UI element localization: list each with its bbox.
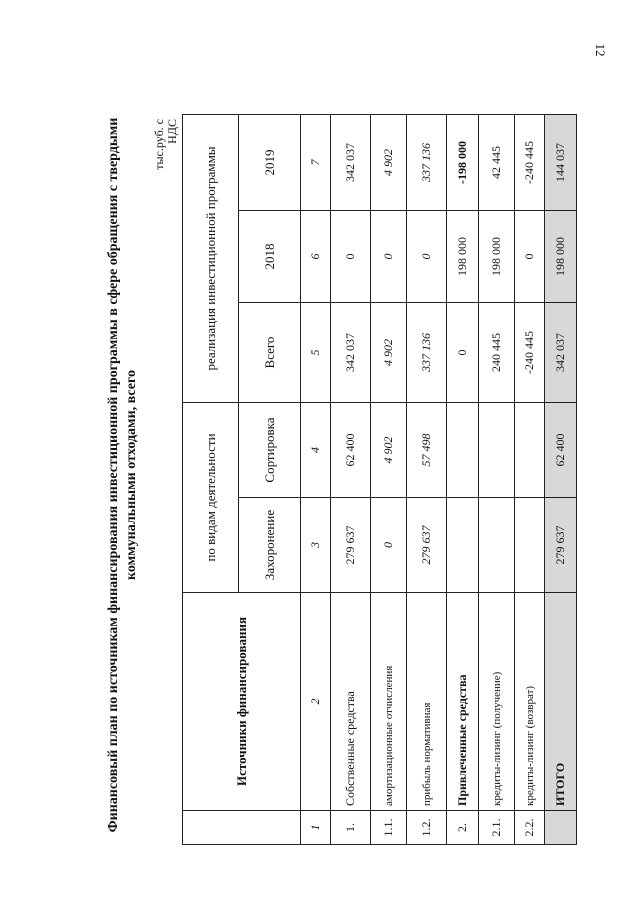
table-row [331,114,371,844]
row-index: 1.1. [371,811,407,845]
col-number: 2 [301,593,331,811]
col-number: 6 [301,211,331,303]
column-numbers-row [301,114,331,844]
row-index: 2. [447,811,479,845]
row-index: 1.2. [407,811,447,845]
financial-plan-table [182,114,577,845]
col-number: 5 [301,303,331,403]
cell-2018: 0 [407,211,447,303]
cell-burial [479,498,515,593]
total-burial: 279 637 [545,498,577,593]
cell-total: 342 037 [331,303,371,403]
col-number: 7 [301,114,331,210]
header-sorting: Сортировка [239,403,301,498]
col-number: 3 [301,498,331,593]
header-sources: Источники финансирования [183,593,301,811]
total-2018: 198 000 [545,211,577,303]
cell-2019: 342 037 [331,114,371,210]
table-row [515,114,545,844]
row-name: Собственные средства [331,593,371,811]
row-index: 2.2. [515,811,545,845]
table-row [447,114,479,844]
cell-sorting: 4 902 [371,403,407,498]
cell-2019: 4 902 [371,114,407,210]
cell-total: -240 445 [515,303,545,403]
cell-burial: 0 [371,498,407,593]
row-name: кредиты-лизинг (получение) [479,593,515,811]
row-name: прибыль нормативная [407,593,447,811]
row-name: кредиты-лизинг (возврат) [515,593,545,811]
table-row [407,114,447,844]
cell-2018: 198 000 [479,211,515,303]
table-row [371,114,407,844]
rotated-document [105,105,585,845]
cell-sorting [479,403,515,498]
cell-total: 0 [447,303,479,403]
cell-burial: 279 637 [331,498,371,593]
cell-2018: 0 [371,211,407,303]
cell-burial [515,498,545,593]
table-row [479,114,515,844]
cell-2018: 0 [331,211,371,303]
total-row [545,114,577,844]
row-name: амортизационные отчисления [371,593,407,811]
cell-sorting [515,403,545,498]
row-name: Привлеченные средства [447,593,479,811]
header-empty-index [183,811,301,845]
cell-2019: 337 136 [407,114,447,210]
header-total: Всего [239,303,301,403]
header-burial: Захоронение [239,498,301,593]
units-label: тыс.руб. с НДС [152,119,179,170]
row-index: 2.1. [479,811,515,845]
col-number: 4 [301,403,331,498]
cell-sorting: 57 498 [407,403,447,498]
total-2019: 144 037 [545,114,577,210]
header-2019: 2019 [239,114,301,210]
cell-2019: 42 445 [479,114,515,210]
cell-2018: 0 [515,211,545,303]
cell-sorting [447,403,479,498]
cell-burial [447,498,479,593]
page-number: 12 [593,43,608,57]
total-total: 342 037 [545,303,577,403]
total-label: ИТОГО [545,593,577,811]
document-title: Финансовый план по источникам финансирования инвестиционной программы в сфере обращения с твердыми коммунальными отходами, всего [106,117,139,833]
header-investment: реализация инвестиционной программы [183,114,239,402]
total-sorting: 62 400 [545,403,577,498]
cell-sorting: 62 400 [331,403,371,498]
cell-2019: -198 000 [447,114,479,210]
cell-2019: -240 445 [515,114,545,210]
cell-total: 240 445 [479,303,515,403]
total-empty-index [545,811,577,845]
cell-total: 4 902 [371,303,407,403]
header-2018: 2018 [239,211,301,303]
header-row-1 [183,114,239,844]
header-by-activity: по видам деятельности [183,403,239,593]
cell-2018: 198 000 [447,211,479,303]
row-index: 1. [331,811,371,845]
col-number: 1 [301,811,331,845]
cell-total: 337 136 [407,303,447,403]
cell-burial: 279 637 [407,498,447,593]
